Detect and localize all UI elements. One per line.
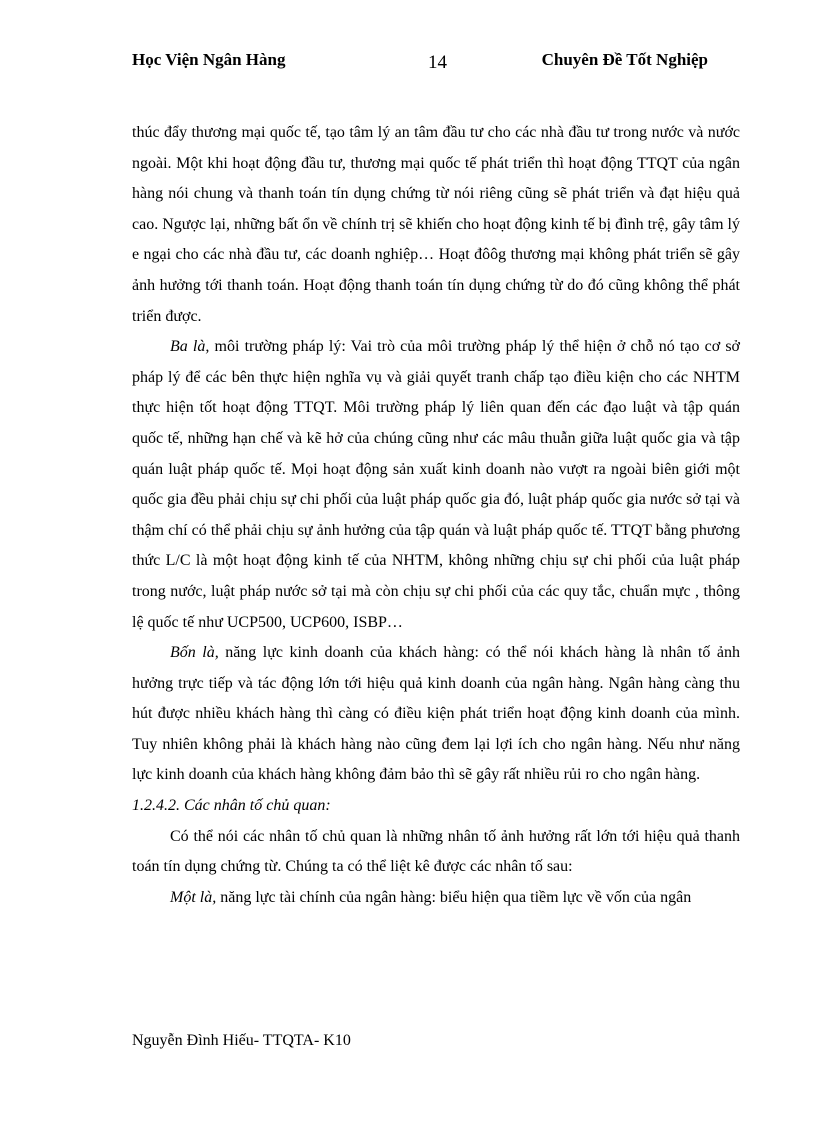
section-heading: 1.2.4.2. Các nhân tố chủ quan: xyxy=(132,797,331,815)
page-header xyxy=(132,50,708,76)
paragraph-3-lead: Bốn là, xyxy=(170,644,219,662)
paragraph-2-text: môi trường pháp lý: Vai trò của môi trường pháp lý thể hiện ở chỗ nó tạo cơ sở pháp lý để các bên thực hiện nghĩa vụ và giải quyết tranh chấp tạo điều kiện cho các NHTM thực hiện tốt hoạt động TTQT. Môi trường pháp lý liên quan đến các đạo luật và tập quán quốc tế, những hạn chế và kẽ hở của chúng cũng như các mâu thuẫn giữa luật quốc gia và tập quán luật pháp quốc tế. Mọi hoạt động sản xuất kinh doanh nào vượt ra ngoài biên giới một quốc gia đều phải chịu sự chi phối của luật pháp quốc gia đó, luật pháp quốc gia nước sở tại và thậm chí có thể phải chịu sự ảnh hưởng của tập quán và luật pháp quốc tế. TTQT bằng phương thức L/C là một hoạt động kinh tế của NHTM, không những chịu sự chi phối của luật pháp trong nước, luật pháp nước sở tại mà còn chịu sự chi phối của các quy tắc, chuẩn mực , thông lệ quốc tế như UCP500, UCP600, ISBP… xyxy=(132,338,741,631)
paragraph-3-text: năng lực kinh doanh của khách hàng: có thể nói khách hàng là nhân tố ảnh hưởng trực tiếp và tác động lớn tới hiệu quả kinh doanh của ngân hàng. Ngân hàng càng thu hút được nhiều khách hàng thì càng có điều kiện phát triển hoạt động kinh doanh của mình. Tuy nhiên không phải là khách hàng nào cũng đem lại lợi ích cho ngân hàng. Nếu như năng lực kinh doanh của khách hàng không đảm bảo thì sẽ gây rất nhiều rủi ro cho ngân hàng. xyxy=(132,644,741,784)
header-institution: Học Viện Ngân Hàng xyxy=(132,50,286,69)
paragraph-4: Có thể nói các nhân tố chủ quan là những nhân tố ảnh hưởng rất lớn tới hiệu quả thanh toán tín dụng chứng từ. Chúng ta có thể liệt kê được các nhân tố sau: xyxy=(132,827,740,876)
document-body xyxy=(132,118,740,913)
paragraph-5 xyxy=(132,883,740,914)
page-footer: Nguyễn Đình Hiếu- TTQTA- K10 xyxy=(132,1032,351,1049)
paragraph-2 xyxy=(132,332,740,638)
paragraph-1: thúc đẩy thương mại quốc tế, tạo tâm lý an tâm đầu tư cho các nhà đầu tư trong nước và nước ngoài. Một khi hoạt động đầu tư, thương mại quốc tế phát triển thì hoạt động TTQT của ngân hàng nói chung và thanh toán tín dụng chứng từ nói riêng cũng sẽ phát triển và đạt hiệu quả cao. Ngược lại, những bất ổn về chính trị sẽ khiến cho hoạt động kinh tế bị đình trệ, gây tâm lý e ngại cho các nhà đầu tư, các doanh nghiệp… Hoạt đôôg thương mại không phát triển sẽ gây ảnh hưởng tới thanh toán. Hoạt động thanh toán tín dụng chứng từ do đó cũng không thể phát triển được. xyxy=(132,124,740,325)
paragraph-5-lead: Một là, xyxy=(170,888,217,906)
paragraph-5-text: năng lực tài chính của ngân hàng: biểu hiện qua tiềm lực về vốn của ngân xyxy=(216,888,692,906)
paragraph-3 xyxy=(132,638,740,791)
page-number: 14 xyxy=(428,52,447,73)
paragraph-2-lead: Ba là, xyxy=(170,338,210,356)
header-document-type: Chuyên Đề Tốt Nghiệp xyxy=(541,50,708,69)
